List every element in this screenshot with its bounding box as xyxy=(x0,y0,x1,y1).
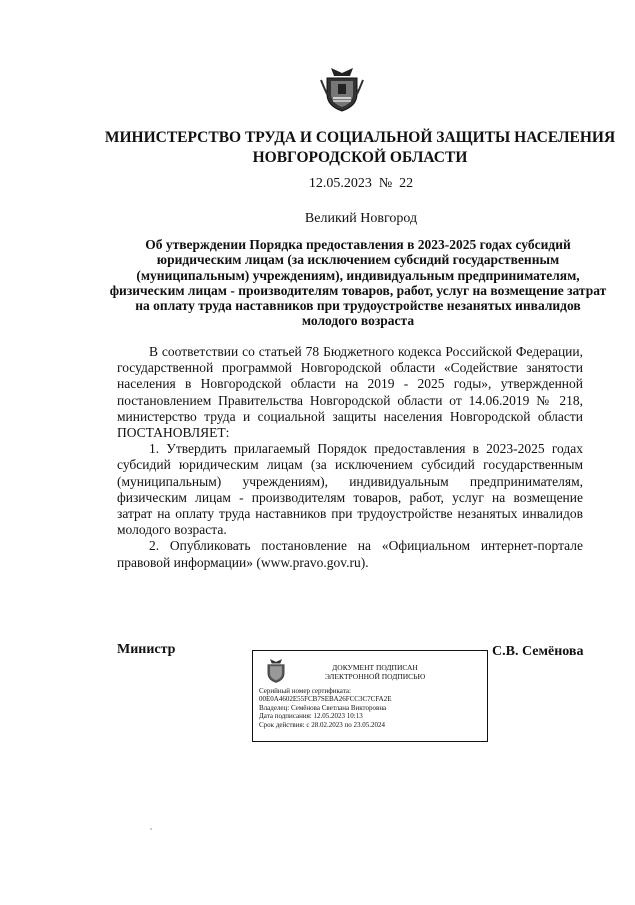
body-paragraph: 2. Опубликовать постановление на «Официальном интернет-портале правовой информации» (www.pravo.gov.ru). xyxy=(117,538,583,570)
body-paragraph: 1. Утвердить прилагаемый Порядок предоставления в 2023-2025 годах субсидий юридическим лицам (за исключением субсидий государственным (муниципальным) учреждениям), индивидуальным предпринимателям, физическим лицам - производителям товаров, работ, услуг на возмещение затрат на оплату труда наставников при трудоустройстве незанятых инвалидов молодого возраста. xyxy=(117,441,583,538)
document-city: Великий Новгород xyxy=(304,211,418,226)
signatory-name: С.В. Семёнова xyxy=(492,644,584,659)
scan-speck xyxy=(150,828,152,830)
document-body xyxy=(117,344,583,571)
coat-of-arms-icon xyxy=(263,657,289,683)
document-subject: Об утверждении Порядка предоставления в 2023-2025 годах субсидий юридическим лицам (за исключением субсидий государственным (муниципальным) учреждениям), индивидуальным предпринимателям, физическим лицам - производителям товаров, работ, услуг на возмещение затрат на оплату труда наставников при трудоустройстве незанятых инвалидов молодого возраста xyxy=(109,237,607,329)
ministry-title: МИНИСТЕРСТВО ТРУДА И СОЦИАЛЬНОЙ ЗАЩИТЫ НАСЕЛЕНИЯ НОВГОРОДСКОЙ ОБЛАСТИ xyxy=(104,129,616,166)
signatory-title: Министр xyxy=(117,642,176,657)
document-date-number: 12.05.2023 № 22 xyxy=(308,176,414,191)
stamp-heading: ДОКУМЕНТ ПОДПИСАН ЭЛЕКТРОННОЙ ПОДПИСЬЮ xyxy=(324,663,426,681)
electronic-signature-stamp xyxy=(252,650,488,742)
body-paragraph: В соответствии со статьей 78 Бюджетного кодекса Российской Федерации, государственной программой Новгородской области «Содействие занятости населения в Новгородской области на 2019 - 2025 годы», утвержденной постановлением Правительства Новгородской области от 14.06.2019 № 218, министерство труда и социальной защиты населения Новгородской области ПОСТАНОВЛЯЕТ: xyxy=(117,344,583,441)
stamp-details: Серийный номер сертификата: 00E0A4602E55FCB7SEBA26FCC3C7CFA2E Владелец: Семёнова Светлана Викторовна Дата подписания: 12.05.2023 10:13 Срок действия: с 28.02.2023 по 23.05.2024 xyxy=(259,687,392,729)
coat-of-arms-icon xyxy=(319,64,365,112)
